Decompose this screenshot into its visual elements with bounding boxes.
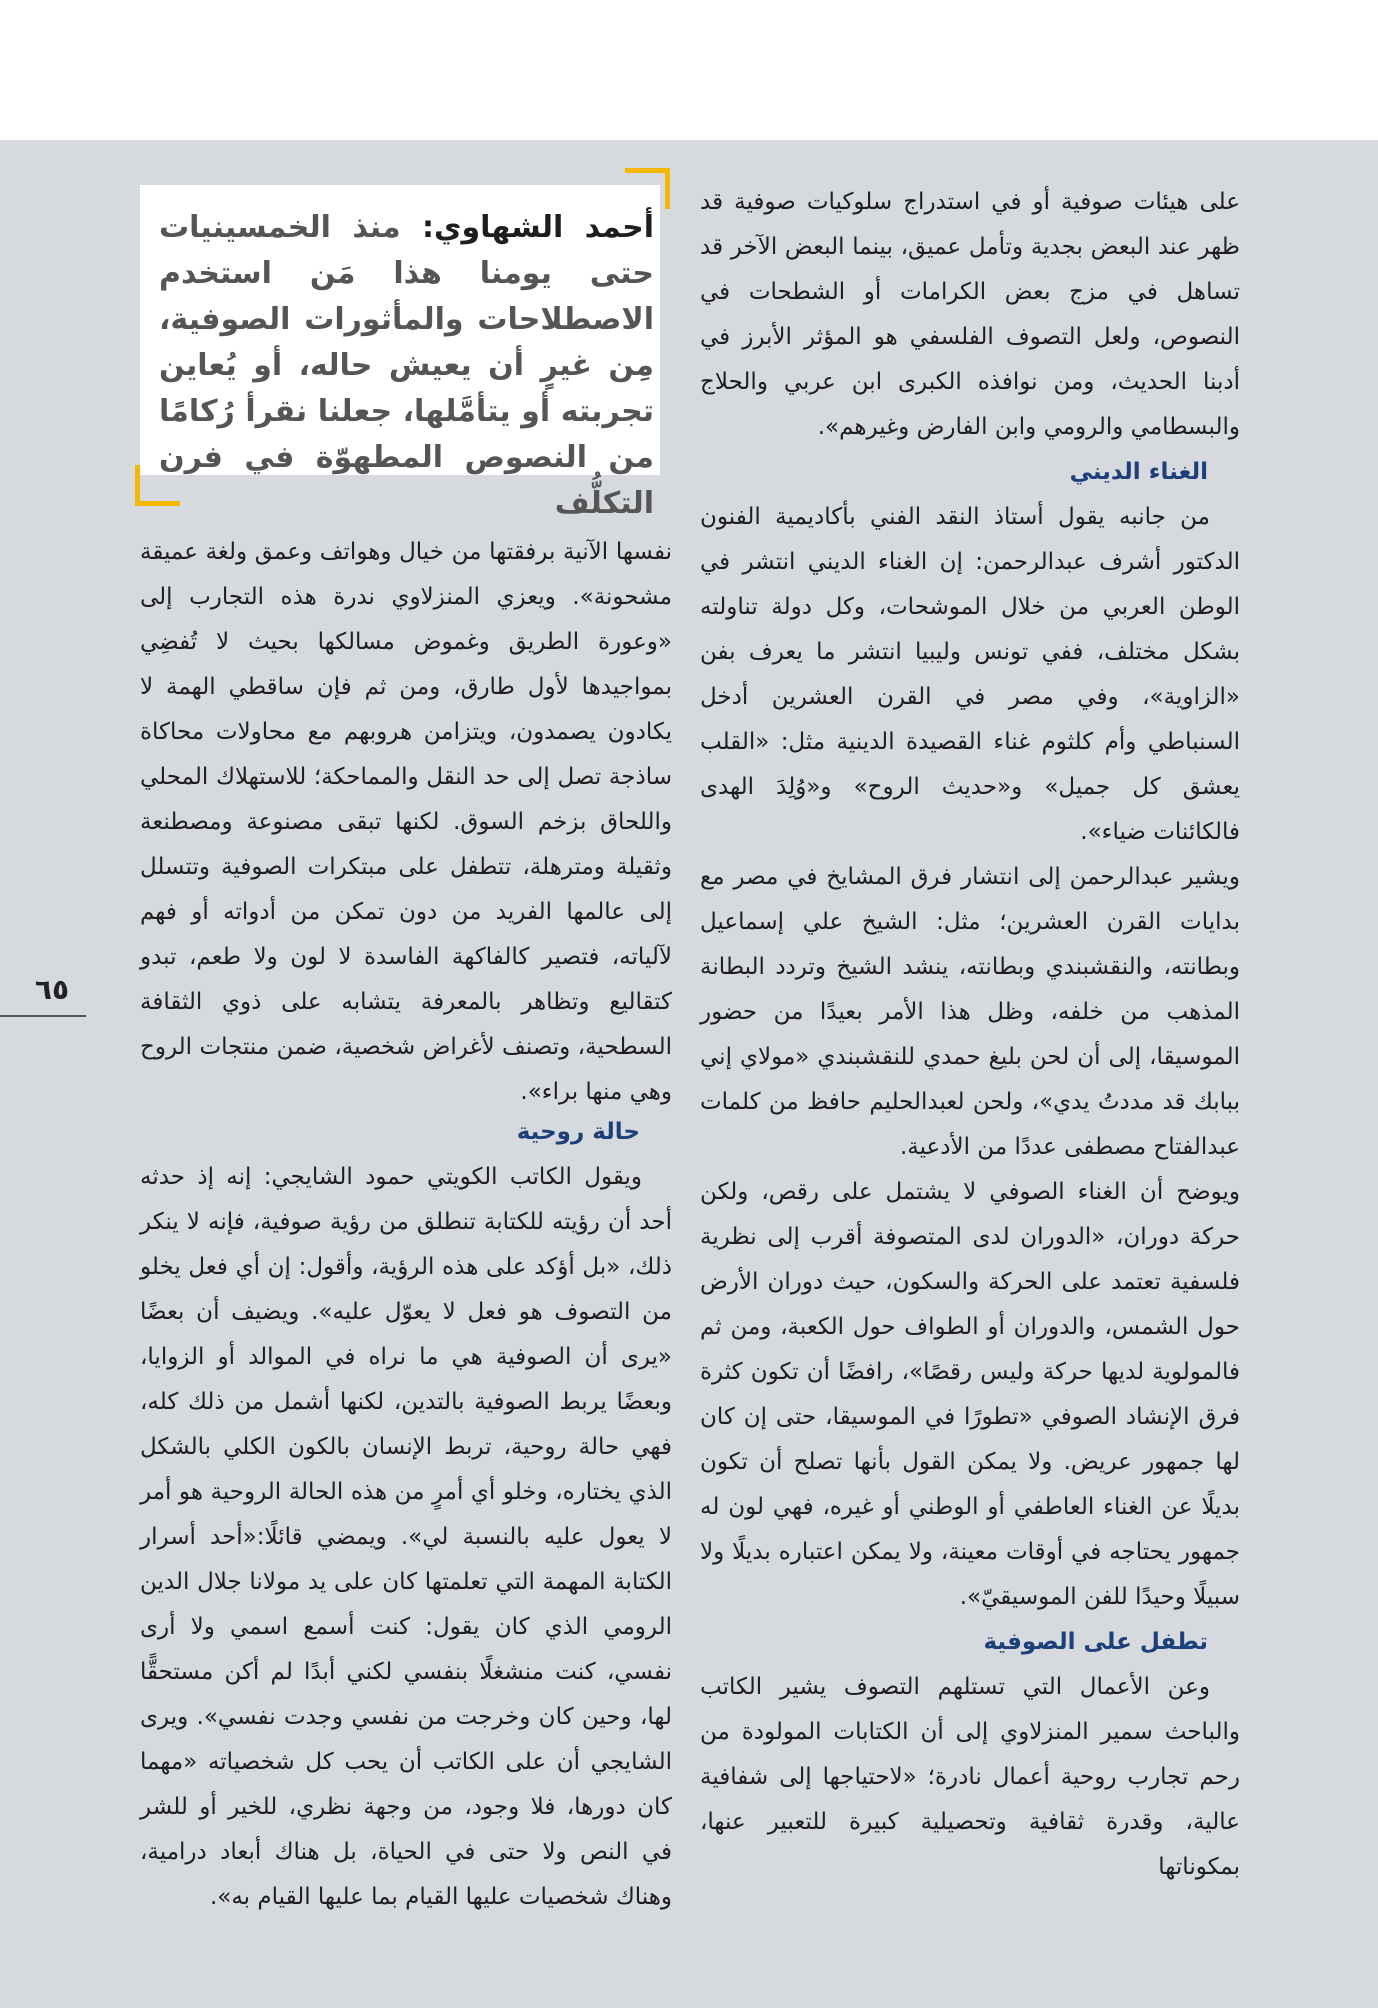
right-paragraph-1: على هيئات صوفية أو في استدراج سلوكيات صوفية قد ظهر عند البعض بجدية وتأمل عميق، بينما البعض الآخر قد تساهل في مزج بعض الكرامات أو الشطحات في النصوص، ولعل التصوف الفلسفي هو المؤثر الأبرز في أدبنا الحديث، ومن نوافذه الكبرى ابن عربي والحلاج والبسطامي والرومي وابن الفارض وغيرهم». xyxy=(700,189,1240,440)
pull-quote-author: أحمد الشهاوي: xyxy=(421,210,655,245)
left-paragraph-2: ويقول الكاتب الكويتي حمود الشايجي: إنه إذ حدثه أحد أن رؤيته للكتابة تنطلق من رؤية صوفية، فإنه لا ينكر ذلك، «بل أؤكد على هذه الرؤية، وأقول: إن أي فعل يخلو من التصوف هو فعل لا يعوّل عليه». ويضيف أن بعضًا «يرى أن الصوفية هي ما نراه في الموالد أو الزوايا، وبعضًا يربط الصوفية بالتدين، لكنها أشمل من ذلك كله، فهي حالة روحية، تربط الإنسان بالكون الكلي بالشكل الذي يختاره، وخلو أي أمرٍ من هذه الحالة الروحية هو أمر لا يعول عليه بالنسبة لي». ويمضي قائلًا:«أحد أسرار الكتابة المهمة التي تعلمتها كان على يد مولانا جلال الدين الرومي الذي كان يقول: كنت أسمع اسمي ولا أرى نفسي، كنت منشغلًا بنفسي لكني أبدًا لم أكن مستحقًّا لها، وحين كان وخرجت من نفسي وجدت نفسي». ويرى الشايجي أن على الكاتب أن يحب كل شخصياته «مهما كان دورها، فلا وجود، من وجهة نظري، للخير أو للشر في النص ولا حتى في الحياة، بل هناك أبعاد درامية، وهناك شخصيات عليها القيام بما عليها القيام به». xyxy=(140,1164,672,1910)
page-number: ٦٥ xyxy=(34,973,70,1006)
section-heading-intrusion: تطفل على الصوفية xyxy=(983,1629,1208,1655)
page-top-margin xyxy=(0,0,1378,140)
pull-quote xyxy=(140,185,660,521)
pull-quote-body: منذ الخمسينيات حتى يومنا هذا مَن استخدم الاصطلاحات والمأثورات الصوفية، مِن غيرٍ أن يعيش حاله، أو يُعاين تجربته أو يتأمَّلها، جعلنا نقرأ رُكامًا من النصوص المطهوّة في فرن التكلُّف xyxy=(159,210,654,521)
pull-quote-text xyxy=(159,205,654,527)
right-paragraph-5: وعن الأعمال التي تستلهم التصوف يشير الكاتب والباحث سمير المنزلاوي إلى أن الكتابات المولودة من رحم تجارب روحية أعمال نادرة؛ «لاحتياجها إلى شفافية عالية، وقدرة ثقافية وتحصيلية كبيرة للتعبير عنها، بمكوناتها xyxy=(700,1674,1240,1880)
right-paragraph-2: من جانبه يقول أستاذ النقد الفني بأكاديمية الفنون الدكتور أشرف عبدالرحمن: إن الغناء الديني انتشر في الوطن العربي من خلال الموشحات، وكل دولة تناولته بشكل مختلف، ففي تونس وليبيا انتشر ما يعرف بفن «الزاوية»، وفي مصر في القرن العشرين أدخل السنباطي وأم كلثوم غناء القصيدة الدينية مثل: «القلب يعشق كل جميل» و«حديث الروح» و«وُلِدَ الهدى فالكائنات ضياء». xyxy=(700,504,1240,845)
left-paragraph-1: نفسها الآنية برفقتها من خيال وهواتف وعمق ولغة عميقة مشحونة». ويعزي المنزلاوي ندرة هذه التجارب إلى «وعورة الطريق وغموض مسالكها بحيث لا تُفضِي بمواجيدها لأول طارق، ومن ثم فإن ساقطي الهمة لا يكادون يصمدون، ويتزامن هروبهم مع محاولات محاكاة ساذجة تصل إلى حد النقل والمماحكة؛ للاستهلاك المحلي واللحاق بزخم السوق. لكنها تبقى مصنوعة ومصطنعة وثقيلة ومترهلة، تتطفل على مبتكرات الصوفية وتتسلل إلى عالمها الفريد من دون تمكن من أدواته أو فهم لآلياته، فتصير كالفاكهة الفاسدة لا لون ولا طعم، تبدو كتقاليع وتظاهر بالمعرفة يتشابه على ذوي الثقافة السطحية، وتصنف لأغراض شخصية، ضمن منتجات الروح وهي منها براء». xyxy=(140,539,672,1105)
section-heading-spiritual-state: حالة روحية xyxy=(516,1119,640,1145)
page-number-rule xyxy=(0,1015,86,1017)
quote-corner-bottom-left xyxy=(135,465,180,506)
left-column-bottom xyxy=(140,1110,672,1920)
right-paragraph-3: ويشير عبدالرحمن إلى انتشار فرق المشايخ في مصر مع بدايات القرن العشرين؛ مثل: الشيخ علي إسماعيل وبطانته، والنقشبندي وبطانته، ينشد الشيخ وتردد البطانة المذهب من خلفه، وظل هذا الأمر بعيدًا من حضور الموسيقا، إلى أن لحن بليغ حمدي للنقشبندي «مولاي إني ببابك قد مددتُ يدي»، ولحن لعبدالحليم حافظ من كلمات عبدالفتاح مصطفى عددًا من الأدعية. xyxy=(700,864,1240,1160)
section-heading-religious-singing: الغناء الديني xyxy=(1069,459,1208,485)
right-paragraph-4: ويوضح أن الغناء الصوفي لا يشتمل على رقص، ولكن حركة دوران، «الدوران لدى المتصوفة أقرب إلى نظرية فلسفية تعتمد على الحركة والسكون، حيث دوران الأرض حول الشمس، والدوران أو الطواف حول الكعبة، ومن ثم فالمولوية لديها حركة وليس رقصًا»، رافضًا أن تكون كثرة فرق الإنشاد الصوفي «تطورًا في الموسيقا، حتى إن كان لها جمهور عريض. ولا يمكن القول بأنها تصلح أن تكون بديلًا عن الغناء العاطفي أو الوطني أو غيره، فهي لون له جمهور يحتاجه في أوقات معينة، ولا يمكن اعتباره بديلًا ولا سبيلًا وحيدًا للفن الموسيقيّ». xyxy=(700,1179,1240,1610)
left-column-top xyxy=(140,530,672,1115)
right-column xyxy=(700,180,1240,1890)
